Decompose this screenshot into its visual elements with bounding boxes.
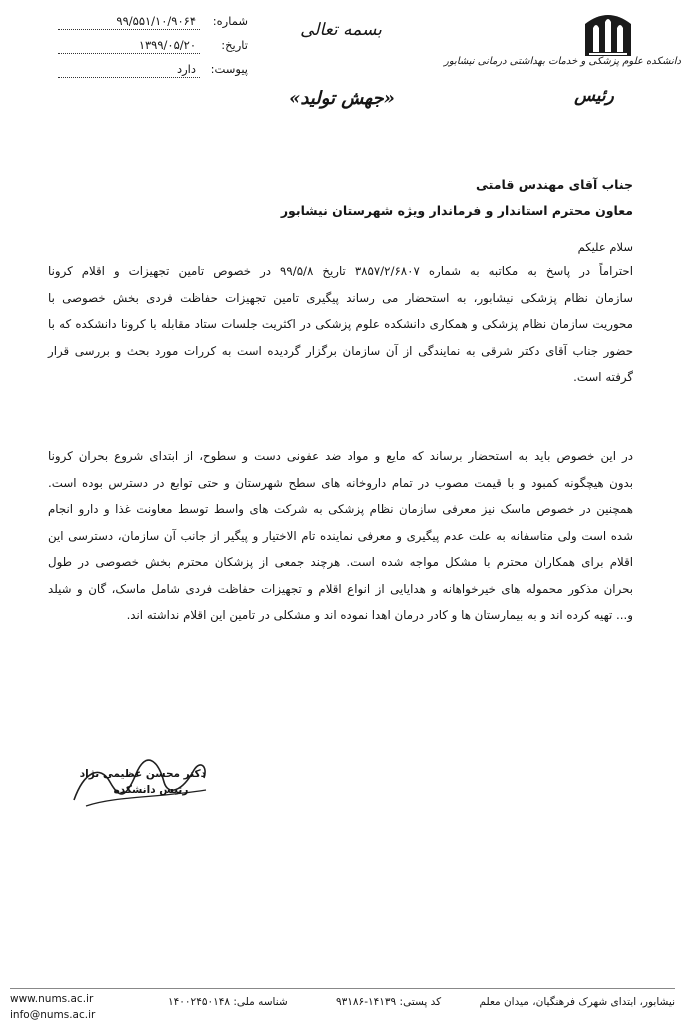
body-paragraph-1 [48,261,633,394]
paragraph-line: احتراماً در پاسخ به مکاتبه به شماره ۳۸۵۷/۲/۶۸۰۷ تاریخ ۹۹/۵/۸ در خصوص تامین تجهیزات و اقلام کرونا [48,264,633,278]
letter-date-underline [58,53,200,54]
paragraph-line: گرفته است. [573,370,633,384]
paragraph-line: محوریت سازمان نظام پزشکی و همکاری دانشکده علوم پزشکی در اکثریت جلسات ستاد مقابله با کرونا دانشکده که با [48,317,633,331]
recipient-name: جناب آقای مهندس قامتی [476,177,633,192]
paragraph-line: سازمان نظام پزشکی نیشابور، به استحضار می رساند پیگیری تامین تجهیزات حفاظت فردی بخش خصوصی با [48,290,633,305]
footer-divider [10,988,675,989]
letter-attachment-value: دارد [177,62,196,76]
office-title: رئیس [574,86,614,106]
paragraph-line: حضور جناب آقای دکتر شرقی به نمایندگی از آن سازمان برگزار گردیده است به کررات مورد بحث و بررسی قرار [48,343,633,358]
footer-national-id: شناسه ملی: ۱۴۰۰۲۴۵۰۱۴۸ [168,996,288,1008]
production-slogan: «جهش تولید» [289,88,395,109]
letter-number-row [58,14,248,34]
university-logo-icon [583,6,633,58]
letter-attachment-label: پیوست: [210,62,248,76]
letter-number-underline [58,29,200,30]
handwritten-signature [66,752,216,812]
paragraph-line: بحران مذکور محموله های خیرخواهانه و هدایایی از انواع اقلام و تجهیزات حفاظت فردی شامل ماسک، گان و شیلد [48,581,633,596]
footer-address: نیشابور، ابتدای شهرک فرهنگیان، میدان معلم [479,996,675,1008]
letter-attachment-underline [58,77,200,78]
signatory-name: دکتر محسن عظیمی نژاد [79,768,206,780]
paragraph-line: در این خصوص باید به استحضار برساند که مایع و مواد ضد عفونی دست و سطوح، از ابتدای شروع بحران کرونا [48,449,633,463]
recipient-title: معاون محترم استاندار و فرماندار ویژه شهرستان نیشابور [280,203,633,218]
body-paragraph-2 [48,446,633,632]
letter-date-value: ۱۳۹۹/۰۵/۲۰ [138,38,196,52]
letter-number-value: ۹۹/۵۵۱/۱۰/۹۰۶۴ [116,14,196,28]
footer-email[interactable]: info@nums.ac.ir [10,1009,96,1021]
university-name: دانشکده علوم پزشکی و خدمات بهداشتی درمانی نیشابور [444,56,681,67]
paragraph-line: شده است ولی متاسفانه به علت عدم پیگیری و معرفی نماینده تام الاختیار و پیگیر از جانب آن سازمان، دسترسی این [48,528,633,543]
letter-number-label: شماره: [212,14,248,28]
letter-date-label: تاریخ: [221,38,248,52]
paragraph-line: و... تهیه کرده اند و به بیمارستان ها و کادر درمان اهدا نموده اند و مشکلی در تامین این اقلام نداشته اند. [126,608,633,622]
paragraph-line: اقلام برای همکاران محترم با مشکل مواجه شده است. هرچند جمعی از پزشکان محترم بخش خصوصی در طول [48,555,633,569]
paragraph-line: همچنین در خصوص ماسک نیز معرفی سازمان نظام پزشکی به شرکت های واسط توسط معاونت غذا و دارو انجام [48,502,633,516]
basmala: بسمه تعالی [300,20,382,40]
footer-website[interactable]: www.nums.ac.ir [10,993,94,1005]
greeting: سلام علیکم [577,240,633,254]
paragraph-line: بدون هیچگونه کمبود و با قیمت مصوب در تمام داروخانه های سطح شهرستان و حتی توابع در دسترس بوده است. [48,475,633,490]
letter-attachment-row [58,62,248,82]
letter-date-row [58,38,248,58]
footer-postal-code: کد پستی: ۱۴۱۳۹-۹۳۱۸۶ [336,996,442,1008]
signatory-title: رئیس دانشکده [113,784,189,796]
